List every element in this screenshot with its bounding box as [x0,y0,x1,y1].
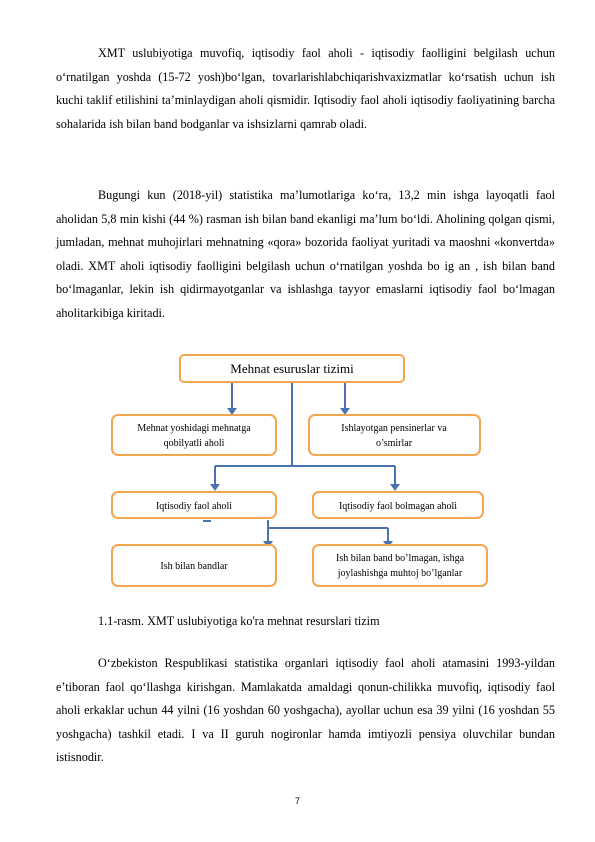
diagram-box-working-pensioners [309,415,480,455]
working-age-line-1: Mehnat yoshidagi mehnatga [137,423,251,434]
working-pensioners-line-2: o’smirlar [375,438,413,449]
paragraph-1: XMT uslubiyotiga muvofiq, iqtisodiy faol aholi - iqtisodiy faolligini belgilash uchun o‘rnatilgan yoshda (15-72 yosh)bo‘lgan, tovarlarishlabchiqarishvaxizmatlar ko‘rsatish uchun ish kuchi taklif etilishini ta’minlaydigan aholi qismidir. Iqtisodiy faol aholi iqtisodiy faoliyatining barcha sohalarida ish bilan band bodganlar va ishsizlarni qamrab oladi. [56,46,555,131]
paragraph-2: Bugungi kun (2018-yil) statistika ma’lumotlariga ko‘ra, 13,2 min ishga layoqatli faol aholidan 5,8 min kishi (44 %) rasman ish bilan band ekanligi ma’lum bo‘ldi. Aholining qolgan qismi, jumladan, mehnat muhojirlari mehnatning «qora» bozorida faoliyat yuritadi va maoshni «konvertda» oladi. XMT aholi iqtisodiy faolligini belgilash uchun o‘rnatilgan yoshda bo ig an , ish bilan band bo‘lmaganlar, lekin ish qidirmayotganlar va ishlashga tayyor emaslarni iqtisodiy faol bo‘lmagan aholitarkibiga kiritadi. [56,188,555,320]
unemployed-line-2: joylashishga muhtoj bo’lganlar [337,568,463,579]
root-label: Mehnat esuruslar tizimi [230,361,354,376]
paragraph-3: O‘zbekiston Respublikasi statistika organlari iqtisodiy faol aholi atamasini 1993-yildan e’tiboran faol qo‘llashga kirishgan. Mamlakatda amaldagi qonun-chilikka muvofiq, iqtisodiy faol aholi erkaklar uchun 44 yilni (16 yoshdan 60 yoshgacha), ayollar uchun esa 39 yilni (16 yoshdan 55 yoshgacha) tashkil etadi. I va II guruh nogironlar hamda imtiyozli pensiya oluvchilar bundan istisnodir. [56,656,555,765]
inactive-population-label: Iqtisodiy faol bolmagan aholi [338,501,458,512]
diagram-box-active-population [112,492,276,518]
diagram-box-inactive-population [313,492,483,518]
active-population-label: Iqtisodiy faol aholi [155,501,233,512]
unemployed-line-1: Ish bilan band bo’lmagan, ishga [335,553,465,564]
diagram-connectors [203,383,400,548]
diagram-box-employed [112,545,276,586]
diagram-box-root [180,355,404,382]
diagram-box-unemployed [313,545,487,586]
employed-label: Ish bilan bandlar [160,561,228,572]
diagram-box-working-age [112,415,276,455]
page-number: 7 [294,796,300,806]
working-age-line-2: qobilyatli aholi [163,438,225,449]
figure-caption: 1.1-rasm. XMT uslubiyotiga ko'ra mehnat resurslari tizim [98,614,380,628]
working-pensioners-line-1: Ishlayotgan pensinerlar va [341,423,447,434]
